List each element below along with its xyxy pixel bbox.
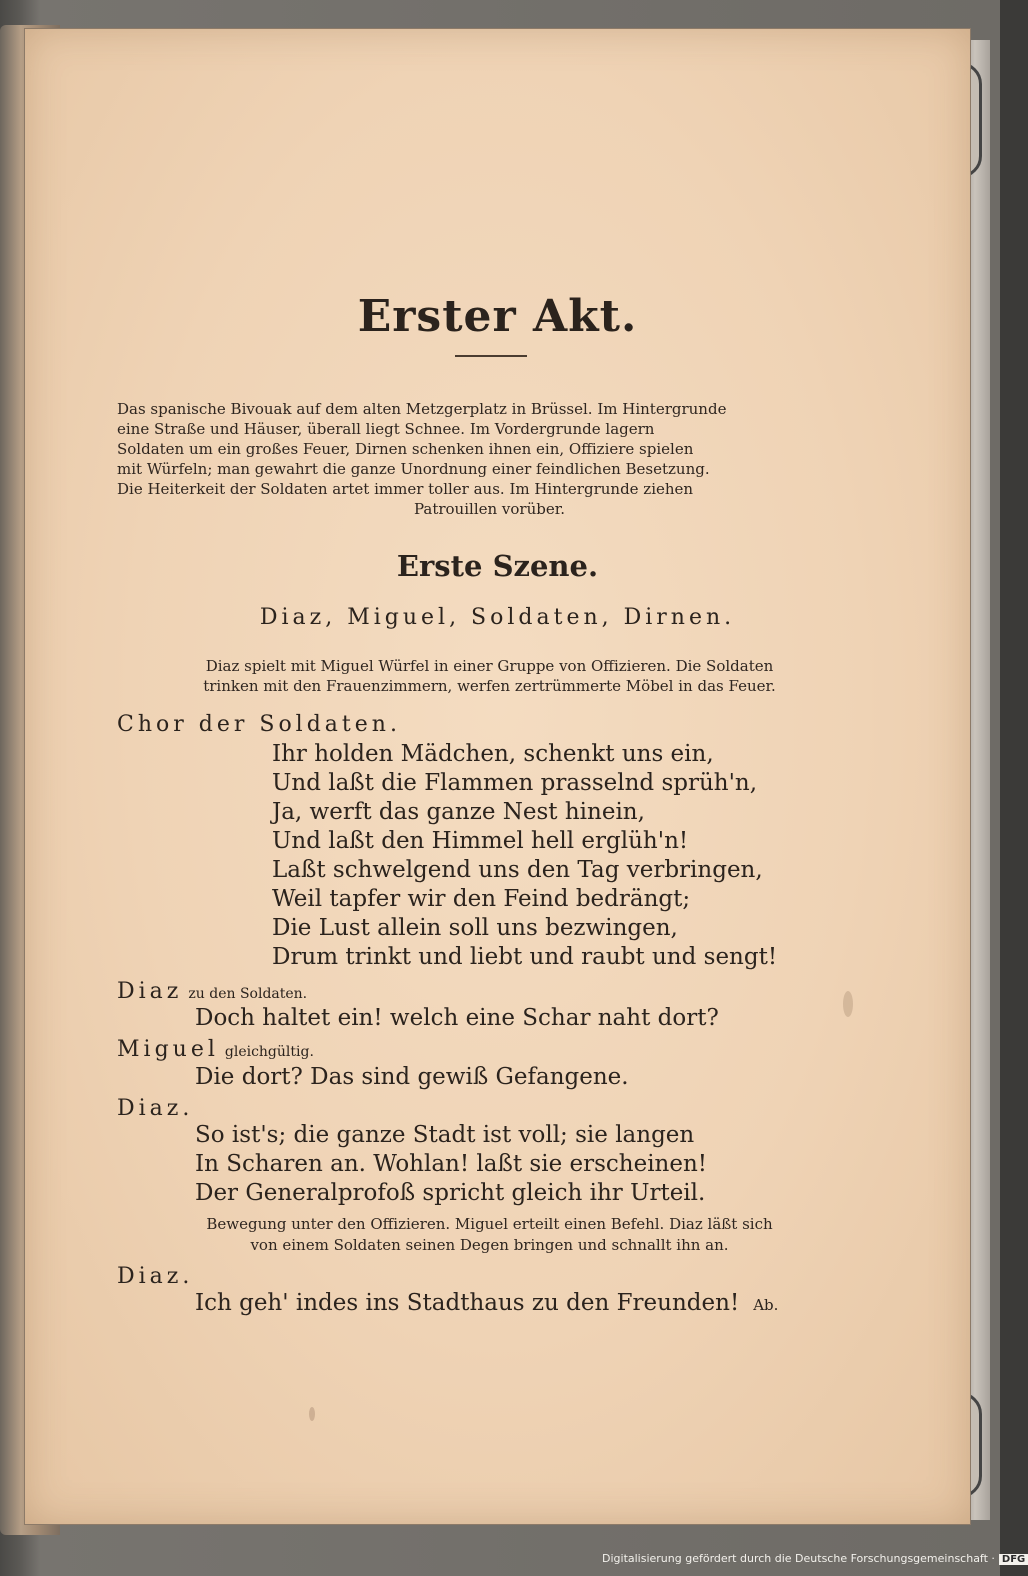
verse-line: Ja, werft das ganze Nest hinein, [272,799,645,825]
speaker-diaz [117,979,307,1004]
title-rule [455,355,527,357]
digitization-credit [602,1552,1028,1565]
paper-stain [309,1407,315,1421]
book-page [24,28,971,1525]
verse-line: Der Generalprofoß spricht gleich ihr Urteil. [195,1180,706,1206]
speaker-miguel [117,1037,314,1062]
stage-line: eine Straße und Häuser, überall liegt Schnee. Im Vordergrunde lagern [117,420,655,438]
exit-direction: Ab. [753,1296,779,1314]
verse-line: Und laßt den Himmel hell erglüh'n! [272,828,689,854]
speaker-name: Miguel [117,1037,219,1062]
verse-text: Ich geh' indes ins Stadthaus zu den Freunden! [195,1290,740,1316]
verse-line: Die dort? Das sind gewiß Gefangene. [195,1064,629,1090]
dfg-logo: DFG [999,1554,1028,1565]
speaker-chorus: Chor der Soldaten. [117,712,401,737]
verse-line [195,1290,778,1316]
stage-line: mit Würfeln; man gewahrt die ganze Unordnung einer feindlichen Besetzung. [117,460,710,478]
stage-line: Bewegung unter den Offizieren. Miguel erteilt einen Befehl. Diaz läßt sich [206,1215,773,1233]
stage-direction-opening [117,399,862,519]
verse-line: Drum trinkt und liebt und raubt und sengt! [272,944,778,970]
speaker-diaz: Diaz. [117,1096,194,1121]
verse-line: Doch haltet ein! welch eine Schar naht dort? [195,1005,719,1031]
act-title: Erster Akt. [357,291,638,342]
stage-direction-action [117,1214,862,1256]
stage-line: Soldaten um ein großes Feuer, Dirnen schenken ihnen ein, Offiziere spielen [117,440,694,458]
verse-line: Und laßt die Flammen prasselnd sprüh'n, [272,770,758,796]
stage-line: Das spanische Bivouak auf dem alten Metzgerplatz in Brüssel. Im Hintergrunde [117,400,727,418]
cast-list: Diaz, Miguel, Soldaten, Dirnen. [259,605,736,630]
speaker-direction: zu den Soldaten. [188,986,308,1002]
verse-line: Weil tapfer wir den Feind bedrängt; [272,886,691,912]
verse-line: So ist's; die ganze Stadt ist voll; sie langen [195,1122,695,1148]
speaker-diaz: Diaz. [117,1264,194,1289]
paper-stain [843,991,853,1017]
scene-title: Erste Szene. [396,549,599,583]
stage-direction-scene [117,656,862,696]
verse-line: Laßt schwelgend uns den Tag verbringen, [272,857,763,883]
stage-line: Patrouillen vorüber. [413,500,566,518]
speaker-name: Diaz [117,979,183,1004]
credit-text: Digitalisierung gefördert durch die Deutsche Forschungsgemeinschaft · [602,1552,995,1565]
stage-line: trinken mit den Frauenzimmern, werfen zertrümmerte Möbel in das Feuer. [203,677,776,695]
stage-line: von einem Soldaten seinen Degen bringen und schnallt ihn an. [250,1236,729,1254]
speaker-direction: gleichgültig. [224,1044,314,1060]
verse-line: Die Lust allein soll uns bezwingen, [272,915,678,941]
stage-line: Die Heiterkeit der Soldaten artet immer toller aus. Im Hintergrunde ziehen [117,480,694,498]
verse-line: In Scharen an. Wohlan! laßt sie erscheinen! [195,1151,708,1177]
verse-line: Ihr holden Mädchen, schenkt uns ein, [272,741,714,767]
stage-line: Diaz spielt mit Miguel Würfel in einer Gruppe von Offizieren. Die Soldaten [205,657,774,675]
